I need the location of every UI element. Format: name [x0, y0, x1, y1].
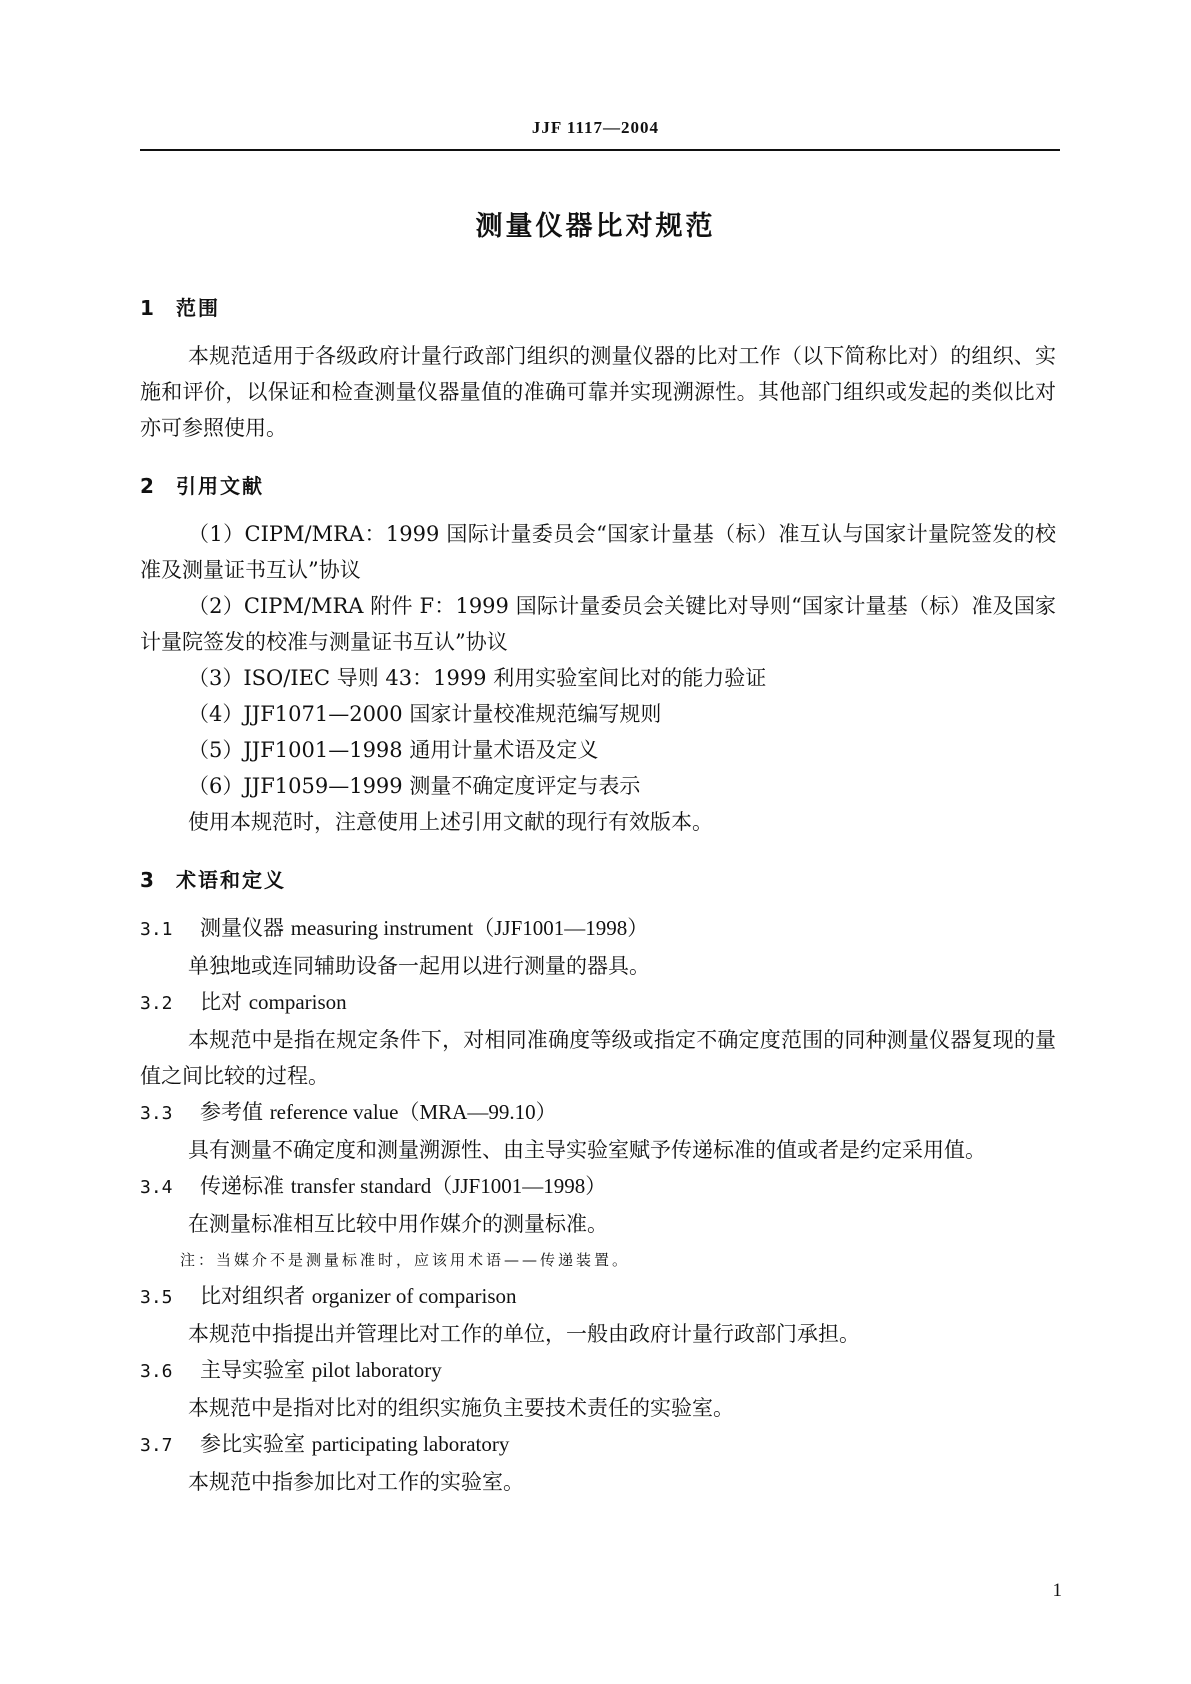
- term-zh: 参比实验室: [200, 1432, 305, 1456]
- references-closing-note: 使用本规范时，注意使用上述引用文献的现行有效版本。: [188, 810, 713, 834]
- term-heading: [140, 910, 1056, 948]
- section-heading-scope: [140, 290, 1056, 326]
- term-zh: 比对组织者: [200, 1284, 305, 1308]
- reference-item: （1）CIPM/MRA：1999 国际计量委员会“国家计量基（标）准互认与国家计量院签发的校准及测量证书互认”协议: [140, 522, 1056, 582]
- term-definition: 单独地或连同辅助设备一起用以进行测量的器具。: [188, 954, 650, 978]
- term-en: measuring instrument（JJF1001—1998）: [290, 916, 649, 940]
- section-title: 范围: [176, 296, 220, 320]
- term-zh: 测量仪器: [200, 916, 284, 940]
- term-en: reference value（MRA—99.10）: [269, 1100, 557, 1124]
- scope-paragraph: 本规范适用于各级政府计量行政部门组织的测量仪器的比对工作（以下简称比对）的组织、实施和评价，以保证和检查测量仪器量值的准确可靠并实现溯源性。其他部门组织或发起的类似比对亦可参照使用。: [140, 344, 1056, 440]
- term-en: transfer standard（JJF1001—1998）: [290, 1174, 607, 1198]
- section-number: 2: [140, 474, 154, 498]
- term-number: 3.3: [140, 1103, 173, 1124]
- term-zh: 传递标准: [200, 1174, 284, 1198]
- term-definition: 在测量标准相互比较中用作媒介的测量标准。: [188, 1212, 608, 1236]
- page-number: 1: [1052, 1580, 1062, 1601]
- term-number: 3.1: [140, 919, 173, 940]
- term-zh: 比对: [200, 990, 242, 1014]
- term-definition: 本规范中是指对比对的组织实施负主要技术责任的实验室。: [188, 1396, 734, 1420]
- term-heading: [140, 1168, 1056, 1206]
- term-number: 3.5: [140, 1287, 173, 1308]
- term-zh: 参考值: [200, 1100, 263, 1124]
- term-heading: [140, 984, 1056, 1022]
- reference-item: （2）CIPM/MRA 附件 F：1999 国际计量委员会关键比对导则“国家计量基（标）准及国家计量院签发的校准与测量证书互认”协议: [140, 594, 1056, 654]
- term-en: participating laboratory: [311, 1432, 510, 1456]
- section-title: 引用文献: [176, 474, 264, 498]
- term-definition: 本规范中是指在规定条件下，对相同准确度等级或指定不确定度范围的同种测量仪器复现的量值之间比较的过程。: [140, 1028, 1056, 1088]
- section-number: 3: [140, 868, 154, 892]
- term-number: 3.2: [140, 993, 173, 1014]
- reference-item: （3）ISO/IEC 导则 43：1999 利用实验室间比对的能力验证: [188, 666, 767, 690]
- section-heading-terms: [140, 862, 1056, 898]
- term-zh: 主导实验室: [200, 1358, 305, 1382]
- reference-item: （5）JJF1001—1998 通用计量术语及定义: [188, 738, 599, 762]
- term-en: pilot laboratory: [311, 1358, 442, 1382]
- reference-item: （6）JJF1059—1999 测量不确定度评定与表示: [188, 774, 641, 798]
- term-definition: 本规范中指提出并管理比对工作的单位，一般由政府计量行政部门承担。: [188, 1322, 860, 1346]
- section-title: 术语和定义: [176, 868, 286, 892]
- term-heading: [140, 1278, 1056, 1316]
- reference-item: （4）JJF1071—2000 国家计量校准规范编写规则: [188, 702, 662, 726]
- section-heading-references: [140, 468, 1056, 504]
- term-heading: [140, 1094, 1056, 1132]
- term-heading: [140, 1426, 1056, 1464]
- term-definition: 本规范中指参加比对工作的实验室。: [188, 1470, 524, 1494]
- page-title: 测量仪器比对规范: [475, 211, 716, 242]
- term-en: comparison: [248, 990, 347, 1014]
- section-number: 1: [140, 296, 154, 320]
- term-note: 注：当媒介不是测量标准时，应该用术语——传递装置。: [180, 1251, 631, 1269]
- term-number: 3.6: [140, 1361, 173, 1382]
- term-number: 3.4: [140, 1177, 173, 1198]
- term-heading: [140, 1352, 1056, 1390]
- term-definition: 具有测量不确定度和测量溯源性、由主导实验室赋予传递标准的值或者是约定采用值。: [188, 1138, 986, 1162]
- term-en: organizer of comparison: [311, 1284, 517, 1308]
- document-body: [140, 290, 1056, 1500]
- term-number: 3.7: [140, 1435, 173, 1456]
- document-code-header: JJF 1117—2004: [531, 118, 660, 137]
- header-rule: [140, 149, 1060, 151]
